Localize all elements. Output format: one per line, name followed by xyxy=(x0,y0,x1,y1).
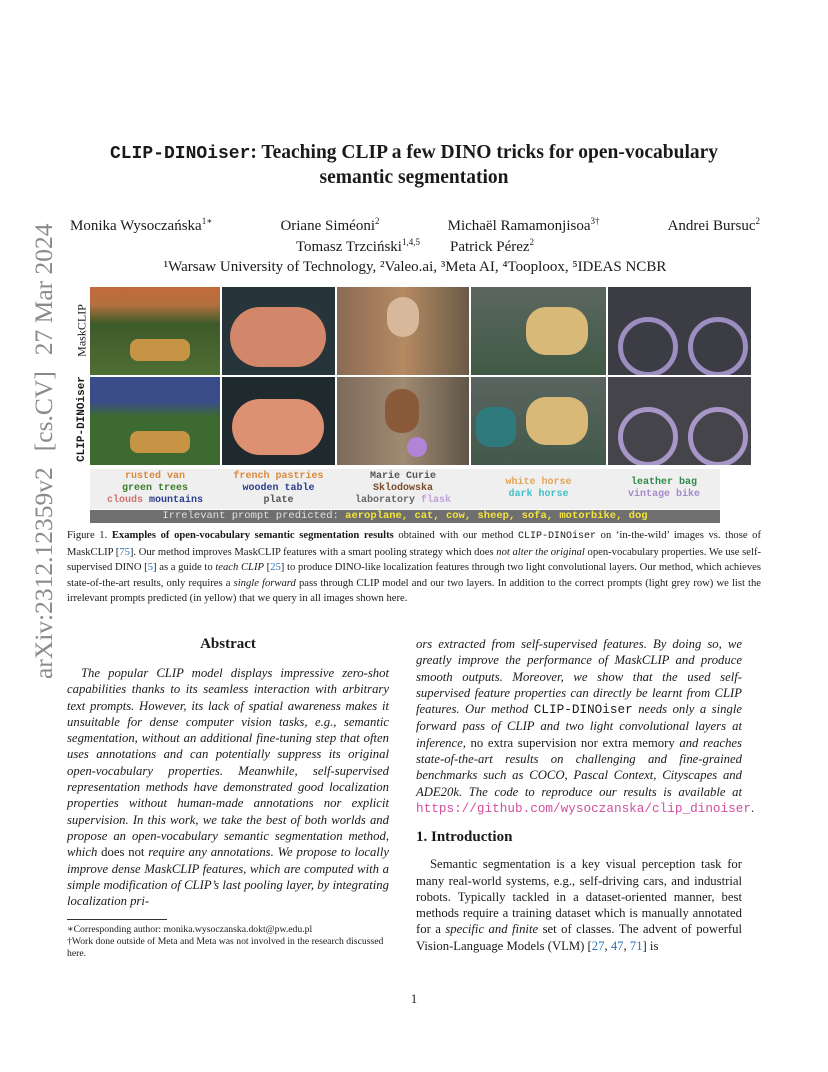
prompt-line xyxy=(222,483,335,495)
image-bike-maskclip xyxy=(608,287,751,375)
prompt-line xyxy=(337,471,469,483)
introduction-heading: 1. Introduction xyxy=(416,829,513,846)
prompt-label: laboratory xyxy=(354,495,421,506)
image-horses-maskclip xyxy=(471,287,606,375)
image-van-maskclip xyxy=(90,287,220,375)
citation-link[interactable]: 5 xyxy=(147,562,154,573)
arxiv-date: 27 Mar 2024 xyxy=(29,223,58,356)
prompt-column xyxy=(90,471,220,507)
prompt-label: rusted van xyxy=(124,471,185,482)
image-curie-maskclip xyxy=(337,287,469,375)
prompt-label: green trees xyxy=(121,483,188,494)
citation-link[interactable]: 47 xyxy=(610,938,624,953)
arxiv-id: arXiv:2312.12359v2 xyxy=(29,467,58,679)
citation-link[interactable]: 25 xyxy=(270,562,281,573)
figure-1 xyxy=(72,285,752,523)
prompt-label: dark horse xyxy=(508,489,569,500)
title-method-name: CLIP-DINOiser xyxy=(109,144,251,164)
row-label-clip-dinoiser: CLIP-DINOiser xyxy=(76,376,88,462)
prompt-label: Sklodowska xyxy=(372,483,433,494)
prompt-label: leather bag xyxy=(630,477,697,488)
author: Monika Wysoczańska$^{1∗}$ xyxy=(70,216,213,234)
footnote-meta: †Work done outside of Meta and Meta was not involved in the research discussed here. xyxy=(67,936,384,960)
irrelevant-list: aeroplane, cat, cow, sheep, sofa, motorbike, dog xyxy=(345,510,648,522)
prompt-line xyxy=(337,495,469,507)
prompt-line xyxy=(608,489,720,501)
prompt-column xyxy=(471,477,606,501)
title-line2: semantic segmentation xyxy=(319,167,509,188)
prompt-label: wooden table xyxy=(242,483,315,494)
footnote-divider xyxy=(67,919,167,920)
page-number: 1 xyxy=(410,992,418,1006)
row-label-maskclip: MaskCLIP xyxy=(74,304,89,357)
image-van-dinoiser xyxy=(90,377,220,465)
abstract-heading: Abstract xyxy=(200,636,256,652)
prompt-column xyxy=(222,471,335,507)
image-horses-dinoiser xyxy=(471,377,606,465)
author-list xyxy=(70,216,760,256)
author: Andrei Bursuc$^2$ xyxy=(667,216,760,234)
image-bike-dinoiser xyxy=(608,377,751,465)
prompt-label: flask xyxy=(421,495,452,506)
abstract-continued: ors extracted from self-supervised features. By doing so, we greatly improve the performance of MaskCLIP and produce smooth outputs. Moreover, we show that the used self-supervised feature properties can directly be learnt from CLIP features. Our method CLIP-DINOiser needs only a single forward pass of CLIP and two light convolutional layers at inference, no extra supervision nor extra memory and reaches state-of-the-art results on challenging and fine-grained benchmarks such as COCO, Pascal Context, Cityscapes and ADE20k. The code to reproduce our results is available at https://github.com/wysoczanska/clip_dinoiser. xyxy=(416,637,755,816)
irrelevant-label: Irrelevant prompt predicted: xyxy=(162,510,339,522)
affiliations: ¹Warsaw University of Technology, ²Valeo.ai, ³Meta AI, ⁴Tooploox, ⁵IDEAS NCBR xyxy=(163,259,667,275)
author: Oriane Siméoni$^2$ xyxy=(280,216,380,234)
left-column xyxy=(67,636,389,960)
title-line1: : Teaching CLIP a few DINO tricks for open-vocabulary xyxy=(250,142,719,163)
citation-link[interactable]: 27 xyxy=(591,938,605,953)
code-url-link[interactable]: https://github.com/wysoczanska/clip_dinoiser xyxy=(416,800,752,816)
image-pastries-dinoiser xyxy=(222,377,335,465)
prompt-column xyxy=(337,471,469,507)
abstract-body: The popular CLIP model displays impressive zero-shot capabilities thanks to its seamless interaction with arbitrary text prompts. However, its lack of spatial awareness makes it unsuitable for dense computer vision tasks, e.g., semantic segmentation, without an additional fine-tuning step that often uses annotations and can potentially suppress its original open-vocabulary properties. Meanwhile, self-supervised representation methods have demonstrated good localization properties without human-made annotations nor explicit supervision. In this work, we take the best of both worlds and propose an open-vocabulary semantic segmentation method, which does not require any annotations. We propose to locally improve dense MaskCLIP features, which are computed with a simple modification of CLIP’s last pooling layer, by integrating localization pri- xyxy=(67,666,389,909)
arxiv-identifier-sidebar xyxy=(24,223,64,687)
prompt-line xyxy=(90,471,220,483)
prompt-label: vintage bike xyxy=(627,489,700,500)
prompt-label: plate xyxy=(263,495,294,506)
arxiv-category: [cs.CV] xyxy=(29,371,58,452)
image-curie-dinoiser xyxy=(337,377,469,465)
prompt-column xyxy=(608,477,720,501)
prompt-label: white horse xyxy=(505,477,572,488)
prompt-line xyxy=(471,489,606,501)
right-column xyxy=(416,636,755,954)
citation-link[interactable]: 71 xyxy=(629,938,643,953)
prompt-strip xyxy=(90,469,720,509)
paper-title xyxy=(80,141,748,190)
prompt-line xyxy=(222,471,335,483)
figure-caption: Figure 1. Examples of open-vocabulary semantic segmentation results obtained with our method CLIP-DINOiser on ‘in-the-wild’ images vs. those of MaskCLIP [75]. Our method improves MaskCLIP features with a smart pooling strategy which does not alter the original open-vocabulary properties. We use self-supervised DINO [5] as a guide to teach CLIP [25] to produce DINO-like localization features through two light convolutional layers. Our method, which achieves state-of-the-art results, only requires a single forward pass through CLIP model and our two layers. In addition to the correct prompts (light grey row) we list the irrelevant prompts predicted (in yellow) that we query in all images shown here. xyxy=(67,530,761,604)
prompt-line xyxy=(222,495,335,507)
citation-link[interactable]: 75 xyxy=(119,546,130,558)
irrelevant-prompts-bar xyxy=(90,510,720,523)
prompt-label: mountains xyxy=(149,495,204,506)
prompt-line xyxy=(471,477,606,489)
prompt-label: clouds xyxy=(106,495,149,506)
prompt-label: Marie Curie xyxy=(369,471,436,482)
introduction-body: Semantic segmentation is a key visual perception task for many real-world systems, e.g., self-driving cars, and industrial robots. Typically tackled in a dataset-oriented manner, best methods require a training dataset which is manually annotated for a specific and finite set of classes. The advent of powerful Vision-Language Models (VLM) [27, 47, 71] is xyxy=(416,857,743,953)
prompt-line xyxy=(337,483,469,495)
footnote-corresponding: ∗Corresponding author: monika.wysoczanska.dokt@pw.edu.pl xyxy=(67,924,313,936)
prompt-line xyxy=(90,483,220,495)
prompt-line xyxy=(90,495,220,507)
prompt-line xyxy=(608,477,720,489)
author: Patrick Pérez$^2$ xyxy=(449,237,535,255)
image-pastries-maskclip xyxy=(222,287,335,375)
author: Tomasz Trzciński$^{1,4,5}$ xyxy=(295,237,420,255)
prompt-label: french pastries xyxy=(233,471,324,482)
author: Michaël Ramamonjisoa$^{3\dagger}$ xyxy=(447,216,600,234)
